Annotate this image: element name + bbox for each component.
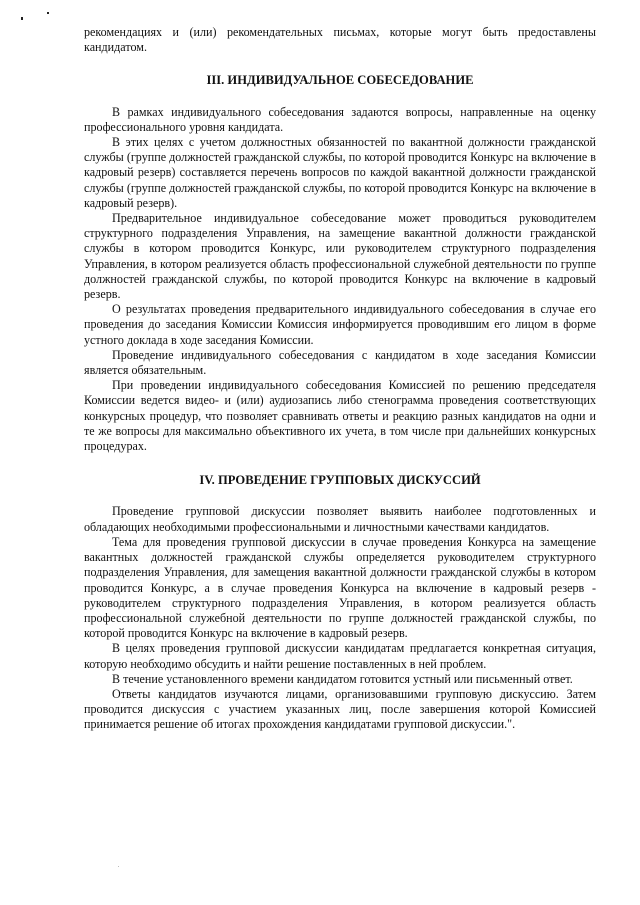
paragraph: Ответы кандидатов изучаются лицами, организовавшими групповую дискуссию. Затем проводится дискуссия с участием указанных лиц, после завершения которой Комиссией принимается решение об итогах прохождения кандидатами групповой дискуссии.". [84,686,596,732]
scan-mark [21,17,23,20]
paragraph: В этих целях с учетом должностных обязанностей по вакантной должности гражданской службы (группе должностей гражданской службы, по которой проводится Конкурс на включение в кадровый резерв) составляется перечень вопросов по каждой вакантной должности гражданской службы (группе должностей гражданской службы, по которой проводится Конкурс на включение в кадровый резерв). [84,135,596,210]
paragraph: В течение установленного времени кандидатом готовится устный или письменный ответ. [112,671,573,686]
paragraph: При проведении индивидуального собеседования Комиссией по решению председателя Комиссии ведется видео- и (или) аудиозапись либо стенограмма проведения соответствующих конкурсных процедур, что позволяет сравнивать ответы и реакцию разных кандидатов на одни и те же вопросы для максимально объективного их учета, в том числе при дальнейших конкурсных процедурах. [84,378,596,454]
scan-mark [47,12,49,14]
paragraph: рекомендациях и (или) рекомендательных письмах, которые могут быть предоставлены кандидатом. [84,25,596,55]
paragraph: В целях проведения групповой дискуссии кандидатам предлагается конкретная ситуация, которую необходимо обсудить и найти решение поставленных в ней проблем. [84,641,596,671]
section-heading: IV. ПРОВЕДЕНИЕ ГРУППОВЫХ ДИСКУССИЙ [199,473,481,488]
scan-speck [118,866,119,867]
document-body [84,25,596,733]
section-heading: III. ИНДИВИДУАЛЬНОЕ СОБЕСЕДОВАНИЕ [206,73,474,88]
paragraph: О результатах проведения предварительного индивидуального собеседования в случае его проведения до заседания Комиссии Комиссия информируется проводившим его лицом в форме устного доклада в ходе заседания Комиссии. [84,302,596,347]
paragraph: Предварительное индивидуальное собеседование может проводиться руководителем структурного подразделения Управления, на замещение вакантной должности гражданской службы в котором проводится Конкурс, или руководителем структурного подразделения Управления, в котором реализуется область профессиональной служебной деятельности по группе должностей гражданской службы, по которой проводится Конкурс на включение в кадровый резерв. [84,211,596,302]
paragraph: В рамках индивидуального собеседования задаются вопросы, направленные на оценку профессионального уровня кандидата. [84,104,596,134]
paragraph: Тема для проведения групповой дискуссии в случае проведения Конкурса на замещение вакантных должностей гражданской службы определяется руководителем структурного подразделения Управления, для замещения вакантной должности гражданской службы в котором проводится Конкурс, а в случае проведения Конкурса на включение в кадровый резерв - руководителем структурного подразделения Управления, в котором реализуется область профессиональной служебной деятельности по группе должностей гражданской службы, по которой проводится Конкурс на включение в кадровый резерв. [84,534,596,641]
paragraph: Проведение групповой дискуссии позволяет выявить наиболее подготовленных и обладающих необходимыми профессиональными и личностными качествами кандидатов. [84,504,596,534]
paragraph: Проведение индивидуального собеседования с кандидатом в ходе заседания Комиссии является обязательным. [84,347,596,378]
